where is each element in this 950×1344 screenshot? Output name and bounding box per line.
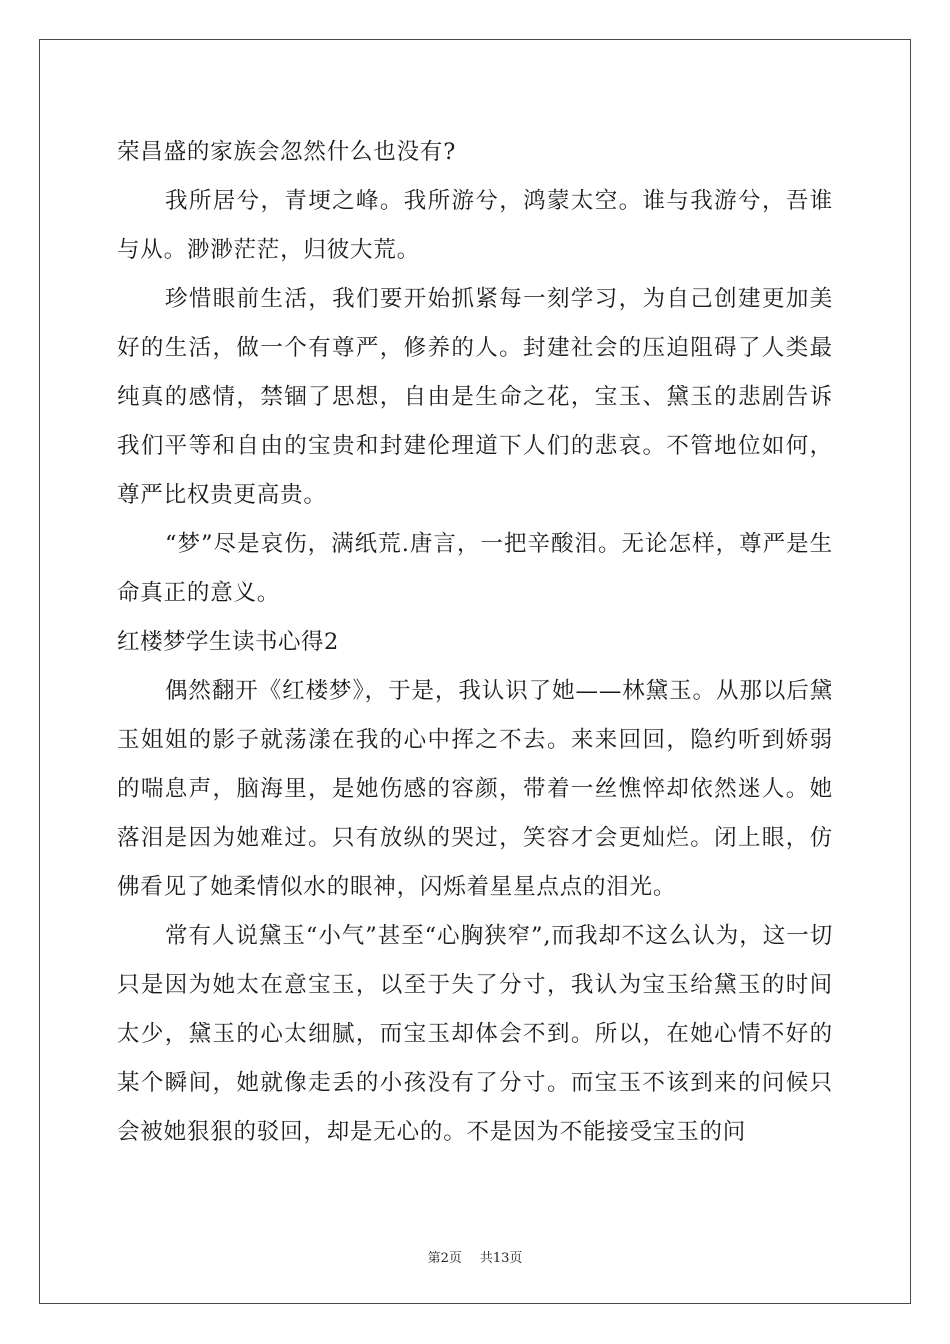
page-total: 共13页 [479, 1251, 523, 1266]
paragraph-poem: 我所居兮，青埂之峰。我所游兮，鸿蒙太空。谁与我游兮，吾谁与从。渺渺茫茫，归彼大荒。 [117, 188, 833, 263]
document-body [117, 128, 833, 1157]
paragraph-lin-daiyu: 偶然翻开《红楼梦》，于是，我认识了她——林黛玉。从那以后黛玉姐姐的影子就荡漾在我的心中挥之不去。来来回回，隐约听到娇弱的喘息声，脑海里，是她伤感的容颜，带着一丝憔悴却依然迷人。她落泪是因为她难过。只有放纵的哭过，笑容才会更灿烂。闭上眼，仿佛看见了她柔情似水的眼神，闪烁着星星点点的泪光。 [117, 678, 833, 900]
paragraph-continuation: 荣昌盛的家族会忽然什么也没有? [117, 139, 457, 165]
paragraph-dream-dignity: “梦”尽是哀伤，满纸荒.唐言，一把辛酸泪。无论怎样，尊严是生命真正的意义。 [117, 531, 833, 606]
paragraph-daiyu-defense: 常有人说黛玉“小气”甚至“心胸狭窄”,而我却不这么认为，这一切只是因为她太在意宝玉，以至于失了分寸，我认为宝玉给黛玉的时间太少，黛玉的心太细腻，而宝玉却体会不到。所以，在她心情不好的某个瞬间，她就像走丢的小孩没有了分寸。而宝玉不该到来的问候只会被她狠狠的驳回，却是无心的。不是因为不能接受宝玉的问 [117, 923, 833, 1145]
page-footer [0, 1247, 950, 1266]
paragraph-cherish-life: 珍惜眼前生活，我们要开始抓紧每一刻学习，为自己创建更加美好的生活，做一个有尊严，修养的人。封建社会的压迫阻碍了人类最纯真的感情，禁锢了思想，自由是生命之花，宝玉、黛玉的悲剧告诉我们平等和自由的宝贵和封建伦理道下人们的悲哀。不管地位如何，尊严比权贵更高贵。 [117, 286, 833, 508]
section-heading: 红楼梦学生读书心得2 [117, 629, 339, 655]
page-number: 第2页 [427, 1251, 462, 1266]
